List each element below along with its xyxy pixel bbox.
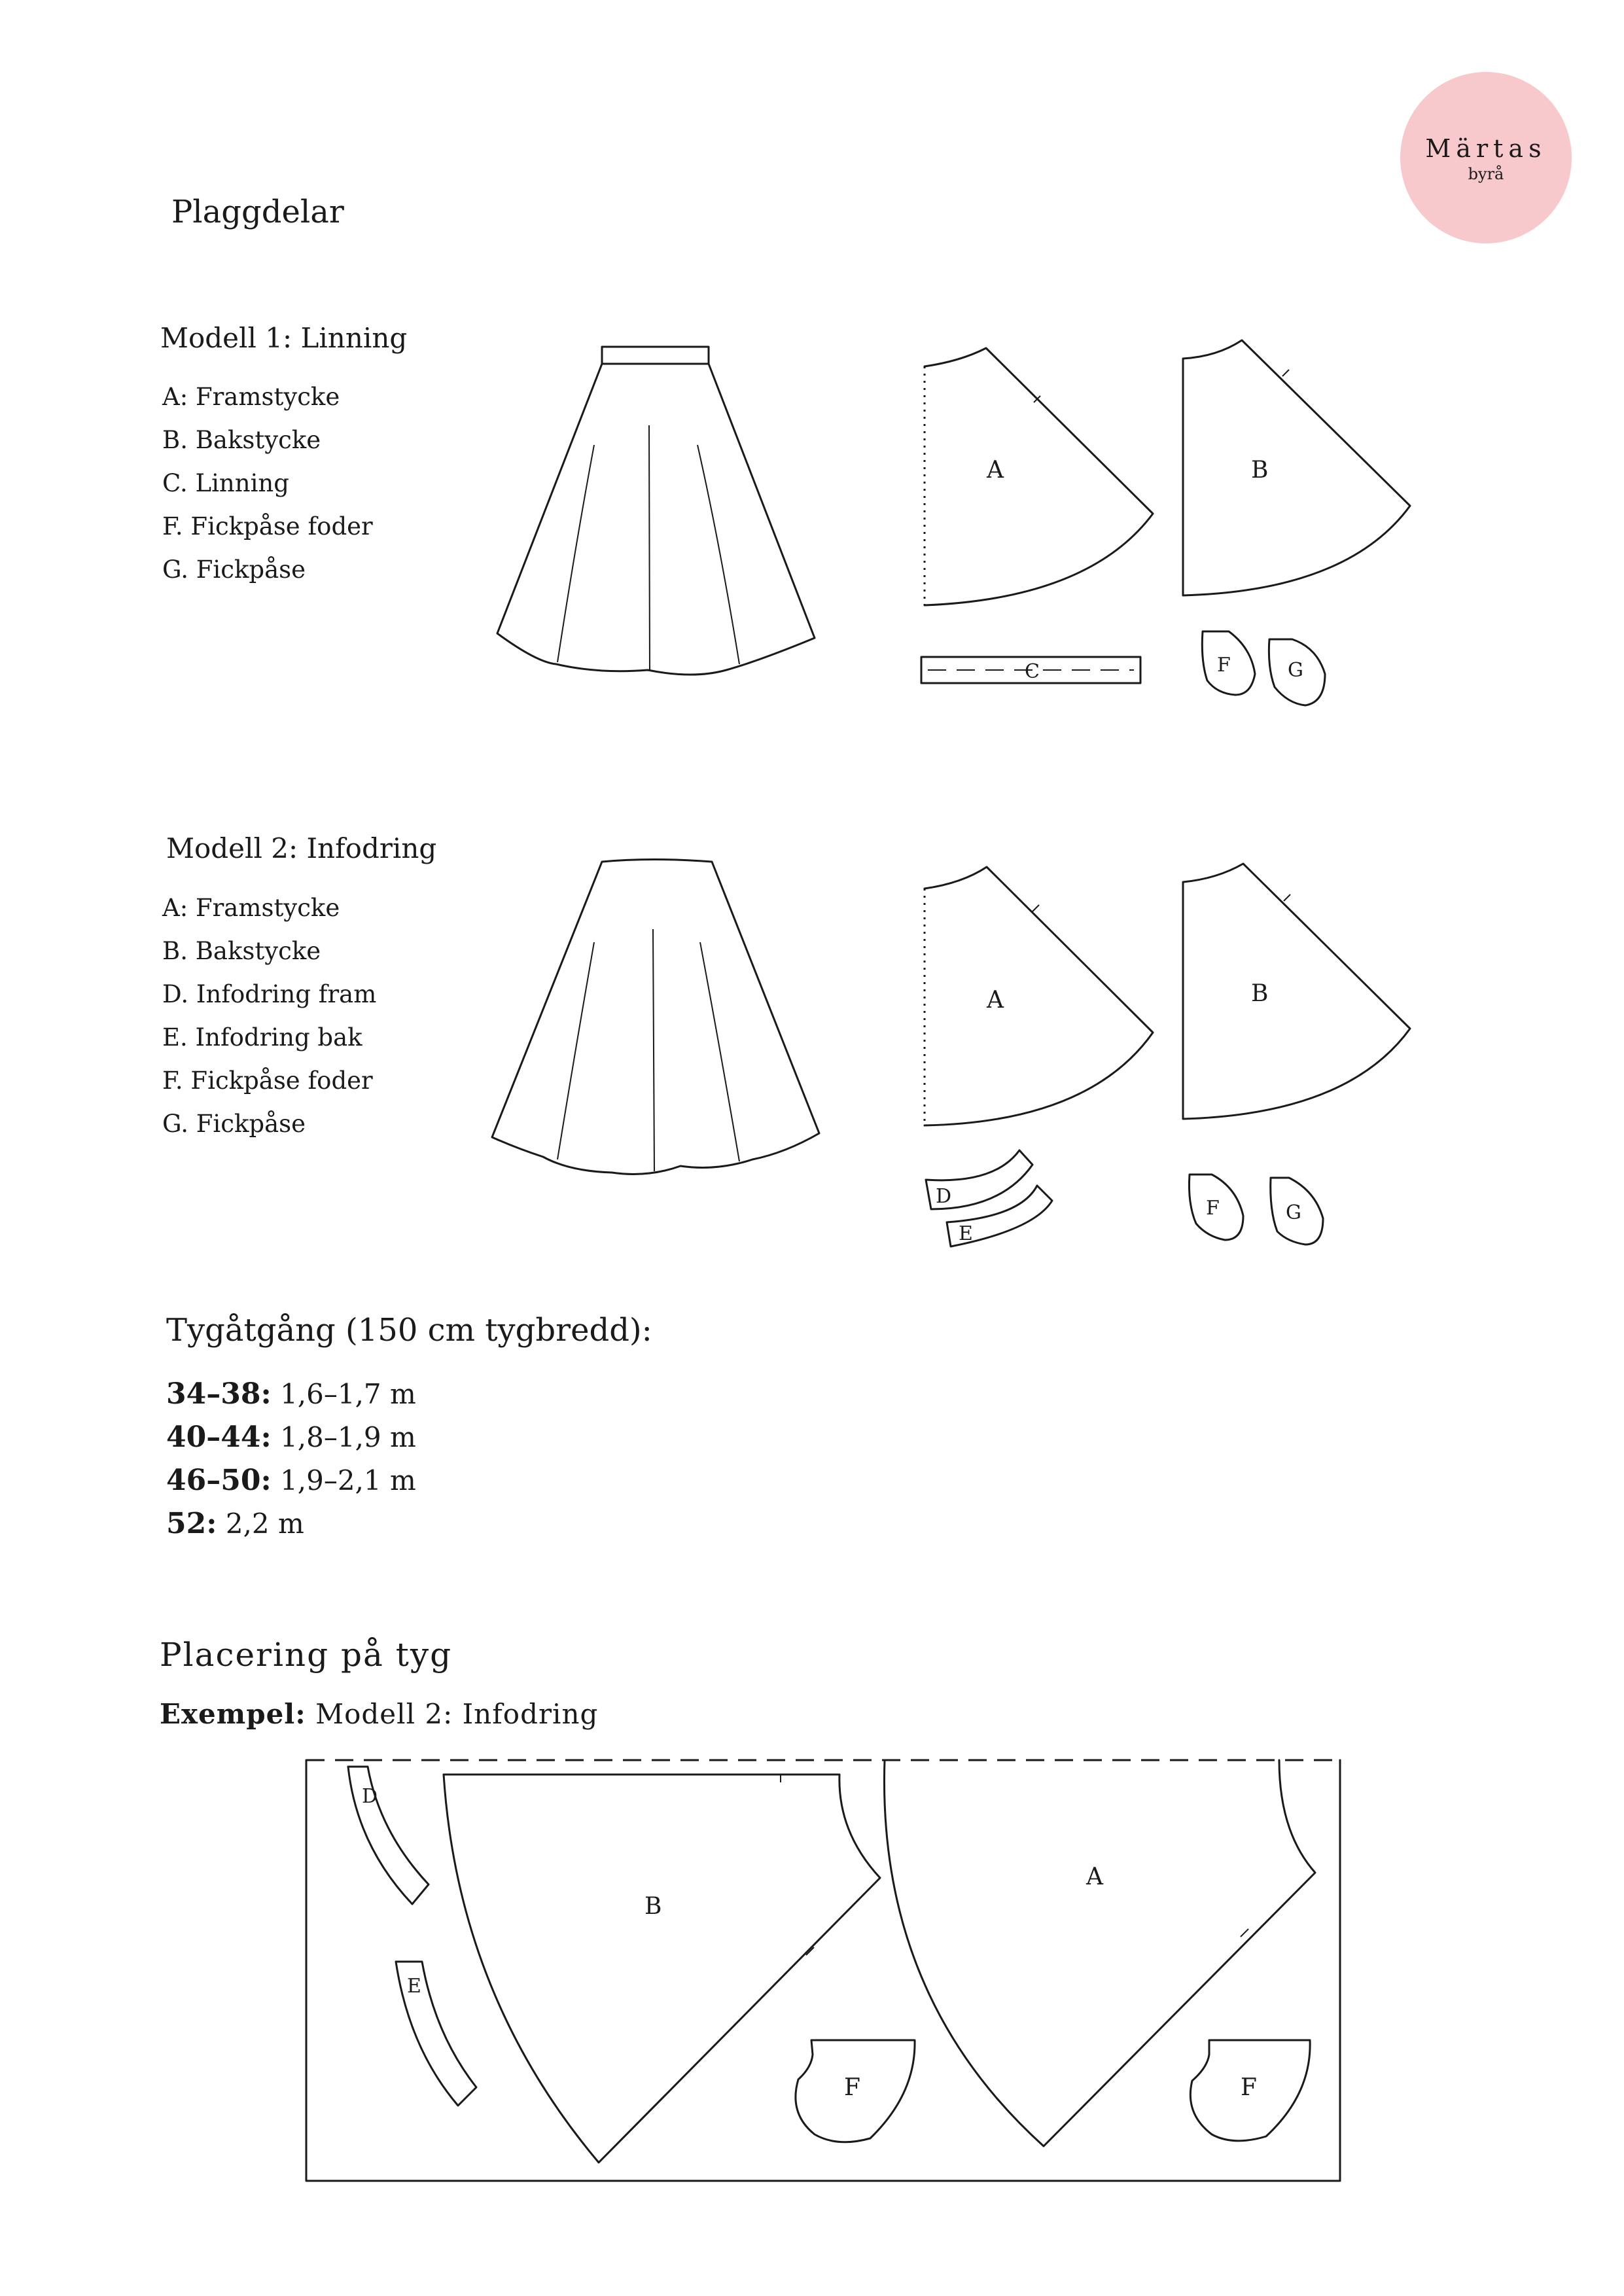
logo-sub: byrå (1468, 165, 1504, 183)
piece-d-label: D (936, 1185, 952, 1208)
fabric-requirements-title: Tygåtgång (150 cm tygbredd): (166, 1312, 652, 1349)
piece-b-label: B (1251, 457, 1269, 484)
fabric-outline (306, 1760, 1340, 2181)
fabric-amount: 1,8–1,9 m (280, 1421, 416, 1453)
layout-e-label: E (407, 1975, 421, 1998)
fabric-amount: 2,2 m (225, 1508, 304, 1540)
fabric-sizes: 34–38: (166, 1377, 272, 1411)
fabric-sizes: 52: (166, 1507, 217, 1540)
piece-a-label: A (987, 987, 1004, 1014)
page-title: Plaggdelar (171, 194, 344, 230)
layout-b-label: B (644, 1893, 662, 1920)
list-item: B. Bakstycke (162, 426, 321, 454)
layout-a-label: A (1086, 1863, 1103, 1890)
list-item: A: Framstycke (162, 894, 340, 922)
layout-d-label: D (362, 1785, 378, 1808)
piece-a-label: A (987, 457, 1004, 484)
fabric-amount: 1,9–2,1 m (280, 1464, 416, 1496)
piece-e-label: E (959, 1222, 973, 1245)
list-item: A: Framstycke (162, 383, 340, 411)
list-item: E. Infodring bak (162, 1023, 362, 1051)
piece-f-label: F (1206, 1197, 1220, 1220)
layout-piece-b (444, 1775, 880, 2163)
list-item: G. Fickpåse (162, 1110, 306, 1138)
list-item: F. Fickpåse foder (162, 512, 373, 540)
list-item: D. Infodring fram (162, 980, 377, 1008)
list-item: B. Bakstycke (162, 937, 321, 965)
piece-g-label: G (1286, 1201, 1301, 1224)
model-1-title: Modell 1: Linning (160, 322, 408, 354)
layout-piece-d (348, 1767, 429, 1904)
placement-title: Placering på tyg (160, 1636, 453, 1674)
layout-f1-label: F (844, 2074, 860, 2101)
piece-c-label: C (1025, 660, 1040, 683)
example-label: Exempel: (160, 1698, 306, 1730)
layout-f2-label: F (1241, 2074, 1257, 2101)
fabric-amount: 1,6–1,7 m (280, 1378, 416, 1410)
example-text: Modell 2: Infodring (315, 1698, 599, 1730)
list-item: G. Fickpåse (162, 556, 306, 584)
model-2-title: Modell 2: Infodring (166, 832, 437, 864)
piece-f-label: F (1217, 654, 1231, 677)
logo-name: Märtas (1425, 134, 1547, 163)
list-item: C. Linning (162, 469, 289, 497)
piece-b-label: B (1251, 980, 1269, 1007)
fabric-sizes: 40–44: (166, 1421, 272, 1454)
fabric-sizes: 46–50: (166, 1464, 272, 1497)
piece-g-label: G (1288, 659, 1303, 682)
list-item: F. Fickpåse foder (162, 1067, 373, 1095)
